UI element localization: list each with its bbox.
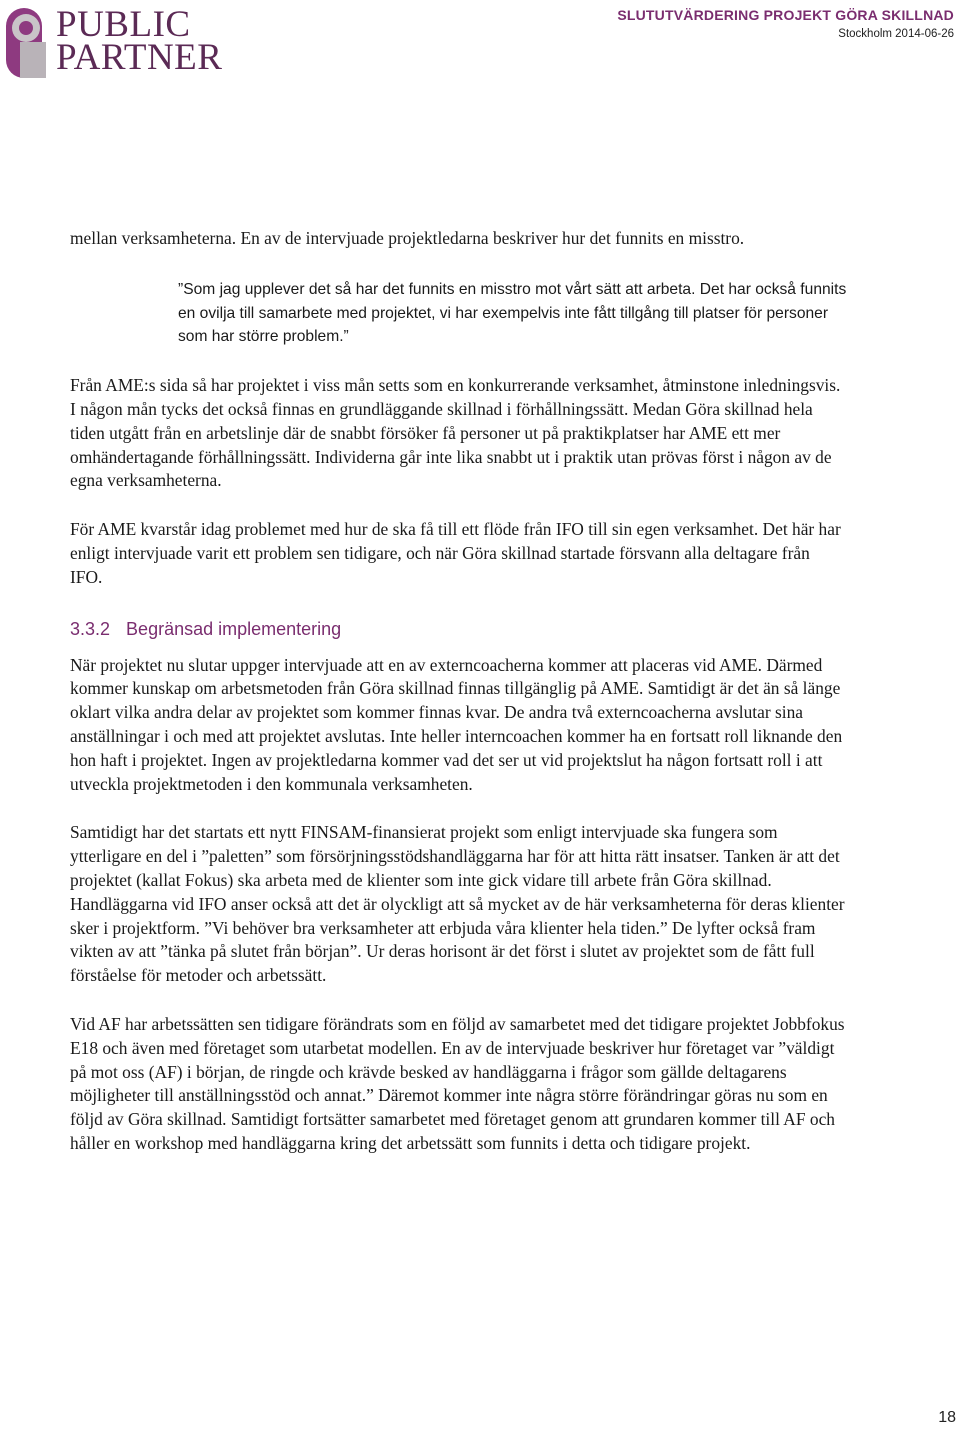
document-title: SLUTUTVÄRDERING PROJEKT GÖRA SKILLNAD [617,7,954,23]
logo-line-partner: PARTNER [56,37,223,78]
page-content [70,227,845,1156]
paragraph-3: För AME kvarstår idag problemet med hur de ska få till ett flöde från IFO till sin egen verksamhet. Det här har enligt intervjuade varit ett problem sen tidigare, och när Göra skillnad startade försvann alla deltagare från IFO. [70,519,841,587]
section-title: Begränsad implementering [126,618,342,639]
logo-line-public: PUBLIC [56,4,191,45]
interview-quote: ”Som jag upplever det så har det funnits en misstro mot vårt sätt att arbeta. Det har också funnits en ovilja till samarbete med projektet, vi har exempelvis inte fått tillgång till platser för personer som har större problem.” [178,280,847,346]
document-date: Stockholm 2014-06-26 [838,28,954,40]
document-header [617,7,954,40]
paragraph-2: Från AME:s sida så har projektet i viss mån setts som en konkurrerande verksamhet, åtminstone inledningsvis. I någon mån tycks det också finnas en grundläggande skillnad i förhållningssätt. Medan Göra skillnad hela tiden utgått från en arbetslinje där de snabbt försöker få personer ut på praktikplatser har AME ett mer omhändertagande förhållningssätt. Individerna går inte lika snabbt ut i praktik utan prövas först i någon av de egna verksamheterna. [70,375,841,491]
page-number: 18 [938,1409,956,1426]
logo-mark-icon [4,2,54,80]
paragraph-1: mellan verksamheterna. En av de intervjuade projektledarna beskriver hur det funnits en misstro. [70,228,745,248]
paragraph-5: Samtidigt har det startats ett nytt FINSAM-finansierat projekt som enligt intervjuade ska fungera som ytterligare en del i ”paletten” som försörjningsstödshandläggarna har för att hitta rätt insatser. Tanken är att det projektet (kallat Fokus) ska arbeta med de klienter som inte gick vidare till arbete från Göra skillnad. Handläggarna vid IFO anser också att det är olyckligt att så mycket av de här verksamheterna för deras klienter sker i projektform. ”Vi behöver bra verksamheter att erbjuda våra klienter hela tiden.” De lyfter också fram vikten av att ”tänka på slutet från början”. Ur deras horisont är det först i slutet av projektet som de fått full förståelse för metoder och arbetssätt. [70,822,845,986]
public-partner-logo [4,2,223,80]
section-number: 3.3.2 [70,618,111,639]
section-heading [70,617,845,641]
paragraph-4: När projektet nu slutar uppger intervjuade att en av externcoacherna kommer att placeras vid AME. Därmed kommer kunskap om arbetsmetoden från Göra skillnad finnas tillgänglig på AME. Samtidigt är det än så länge oklart vilka andra delar av projektet som kommer finnas kvar. De andra två externcoacherna avslutar sina anställningar i och med att projektet avslutas. Inte heller interncoachen kommer ha en fortsatt roll liknande den hon haft i projektet. Ingen av projektledarna kommer vad det ser ut vid projektslut ha någon fortsatt roll i att utveckla projektmetoden i den kommunala verksamheten. [70,654,843,794]
paragraph-6: Vid AF har arbetssätten sen tidigare förändrats som en följd av samarbetet med det tidigare projektet Jobbfokus E18 och även med företaget som utarbetat modellen. En av de intervjuade beskriver hur företaget var ”väldigt på mot oss (AF) i början, de ringde och krävde besked av handläggarna i frågor som gällde deltagarens möjligheter till anställningsstöd och annat.” Däremot kommer inte några större förändringar göras nu som en följd av Göra skillnad. Samtidigt fortsätter samarbetet med företaget genom att grundaren kommer till AF och håller en workshop med handläggarna kring det arbetssätt som funnits i detta och tidigare projekt. [70,1013,845,1153]
